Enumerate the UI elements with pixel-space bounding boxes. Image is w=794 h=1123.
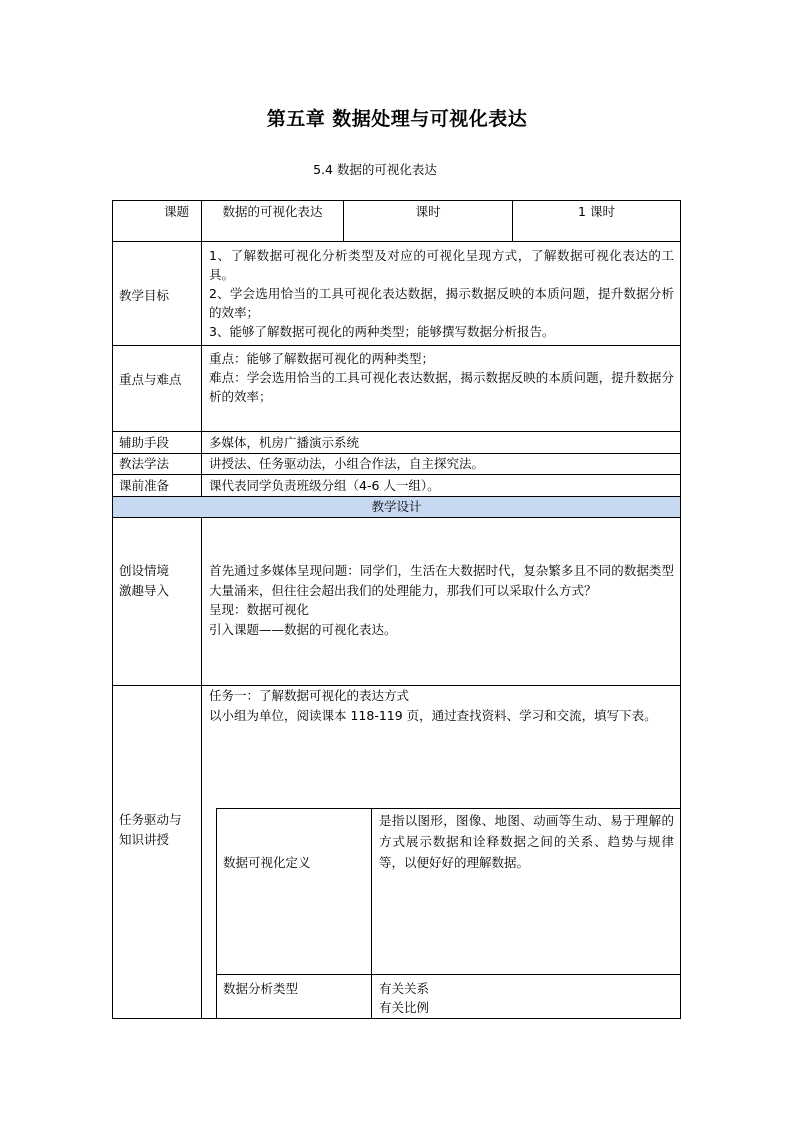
methods-value: 讲授法、任务驱动法，小组合作法，自主探究法。 (209, 456, 485, 471)
intro-label (113, 561, 201, 601)
task-label-line: 知识讲授 (119, 832, 170, 847)
objective-item: 2、学会选用恰当的工具可视化表达数据，揭示数据反映的本质问题，提升数据分析的效率； (209, 286, 674, 320)
intro-label-line: 激趣导入 (119, 583, 170, 598)
aids-value: 多媒体，机房广播演示系统 (209, 435, 360, 450)
objective-item: 1、了解数据可视化分析类型及对应的可视化呈现方式，了解数据可视化表达的工具。 (209, 248, 674, 282)
objectives-label: 教学目标 (119, 288, 170, 303)
definition-label: 数据可视化定义 (223, 855, 311, 870)
chapter-title: 第五章 数据处理与可视化表达 (266, 108, 528, 130)
types-values (372, 979, 680, 1017)
prep-value: 课代表同学负责班级分组（4-6 人一组）。 (209, 478, 440, 493)
key-points-label: 重点与难点 (119, 372, 182, 387)
intro-paragraph: 引入课题——数据的可视化表达。 (209, 621, 397, 637)
key-points-content (202, 349, 680, 406)
intro-paragraph: 呈现：数据可视化 (209, 602, 310, 617)
objectives-content (202, 246, 680, 341)
analysis-type-item: 有关关系 (379, 981, 430, 996)
prep-label: 课前准备 (119, 478, 170, 493)
analysis-type-item: 有关比例 (379, 1000, 430, 1015)
task-instruction: 以小组为单位，阅读课本 118-119 页，通过查找资料、学习和交流，填写下表。 (209, 708, 657, 723)
definition-value: 是指以图形，图像、地图、动画等生动、易于理解的方式展示数据和诠释数据之间的关系、趋势与规律等，以便好好的理解数据。 (379, 813, 674, 870)
task-label-line: 任务驱动与 (119, 812, 182, 827)
key-point-item: 难点：学会选用恰当的工具可视化表达数据，揭示数据反映的本质问题，提升数据分析的效率； (209, 370, 674, 404)
section-subtitle: 5.4 数据的可视化表达 (313, 162, 437, 177)
topic-value: 数据的可视化表达 (222, 204, 323, 219)
intro-paragraph: 首先通过多媒体呈现问题：同学们，生活在大数据时代，复杂繁多且不同的数据类型大量涌来，但往往会超出我们的处理能力，那我们可以采取什么方式？ (209, 563, 674, 598)
teaching-design-banner: 教学设计 (371, 499, 422, 514)
key-point-item: 重点：能够了解数据可视化的两种类型； (209, 351, 435, 366)
hours-label: 课时 (415, 204, 441, 219)
task-content (202, 686, 680, 726)
intro-content (202, 561, 680, 639)
methods-label: 教法学法 (119, 456, 170, 471)
task-title: 任务一：了解数据可视化的表达方式 (209, 688, 410, 703)
task-label (113, 810, 201, 850)
hours-value: 1 课时 (578, 204, 615, 219)
topic-label: 课题 (163, 204, 189, 219)
types-label: 数据分析类型 (223, 981, 299, 996)
intro-label-line: 创设情境 (119, 563, 170, 578)
aids-label: 辅助手段 (119, 435, 170, 450)
objective-item: 3、能够了解数据可视化的两种类型；能够撰写数据分析报告。 (209, 324, 555, 339)
